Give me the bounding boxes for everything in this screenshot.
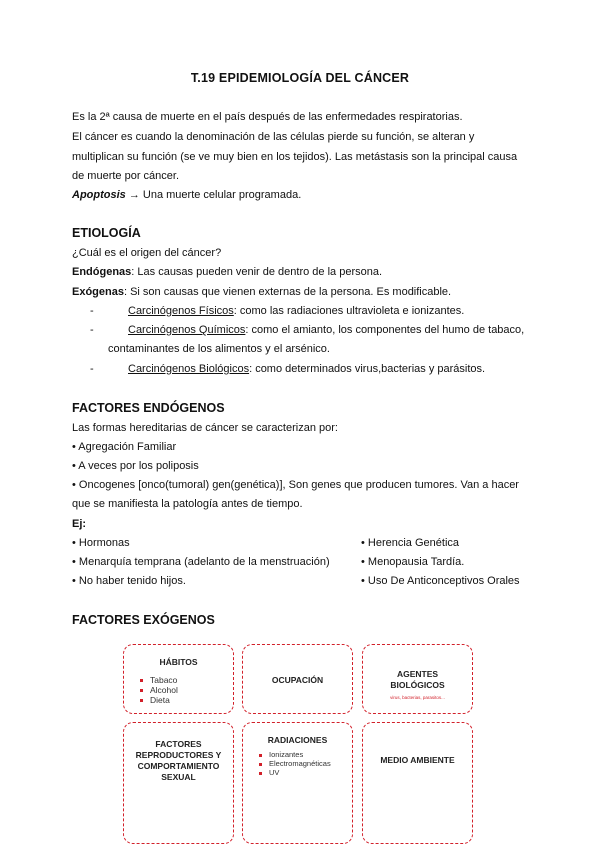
dash: - — [90, 363, 94, 375]
ocupacion-box — [242, 644, 353, 714]
dash: - — [90, 305, 94, 317]
apoptosis-term: Apoptosis — [72, 189, 126, 201]
exogenas-line — [72, 286, 451, 298]
example-right: • Herencia Genética — [361, 537, 460, 549]
endogenas-text: : Las causas pueden venir de dentro de la persona. — [131, 266, 383, 278]
ocupacion-title: OCUPACIÓN — [271, 675, 324, 685]
intro-line: multiplican su función (se ve muy bien en los tejidos). Las metástasis son la principal causa — [72, 151, 518, 163]
dash: - — [90, 324, 94, 336]
agentes-title-1: AGENTES — [396, 669, 439, 679]
intro-line: El cáncer es cuando la denominación de las células pierde su función, se alteran y — [72, 131, 475, 143]
endogenos-bullet: • Oncogenes [onco(tumoral) gen(genética)], Son genes que producen tumores. Van a hacer — [72, 479, 519, 491]
example-left: • Hormonas — [72, 537, 130, 549]
factores-box — [123, 722, 234, 844]
carcinogen-term: Carcinógenos Biológicos — [128, 363, 250, 375]
endogenos-bullet: • Agregación Familiar — [72, 441, 177, 453]
carcinogen-text: : como determinados virus,bacterias y parásitos. — [249, 363, 486, 375]
habitos-list — [140, 675, 178, 705]
radiaciones-list — [259, 750, 331, 777]
apoptosis-definition: → Una muerte celular programada. — [125, 189, 302, 201]
endogenos-intro: Las formas hereditarias de cáncer se caracterizan por: — [72, 422, 338, 434]
intro-line: de muerte por cáncer. — [72, 170, 180, 182]
example-left: • Menarquía temprana (adelanto de la menstruación) — [72, 556, 330, 568]
radiaciones-item: Electromagnéticas — [259, 759, 331, 768]
endogenas-label: Endógenas — [72, 266, 132, 278]
habitos-item: Dieta — [140, 695, 178, 705]
example-right: • Menopausia Tardía. — [361, 556, 465, 568]
carcinogen-item — [90, 324, 524, 336]
endogenos-heading: FACTORES ENDÓGENOS — [72, 401, 225, 415]
carcinogen-cont: contaminantes de los alimentos y el arsénico. — [108, 343, 330, 355]
exogenas-text: : Si son causas que vienen externas de la persona. Es modificable. — [123, 286, 452, 298]
exogenas-label: Exógenas — [72, 286, 124, 298]
factores-title-2: REPRODUCTORES Y — [135, 750, 222, 760]
endogenos-bullet: • A veces por los poliposis — [72, 460, 199, 472]
factores-title-4: SEXUAL — [161, 772, 196, 782]
habitos-item: Alcohol — [140, 685, 178, 695]
habitos-box — [123, 644, 234, 714]
carcinogen-text: : como las radiaciones ultravioleta e ionizantes. — [233, 305, 465, 317]
radiaciones-box — [242, 722, 353, 844]
habitos-title: HÁBITOS — [159, 657, 198, 667]
medio-box — [362, 722, 473, 844]
example-right: • Uso De Anticonceptivos Orales — [361, 575, 520, 587]
page-title: T.19 EPIDEMIOLOGÍA DEL CÁNCER — [190, 71, 410, 85]
carcinogen-text: : como el amianto, los componentes del humo de tabaco, — [245, 324, 525, 336]
agentes-box — [362, 644, 473, 714]
habitos-item: Tabaco — [140, 675, 178, 685]
exogenos-diagram — [120, 642, 475, 846]
example-left: • No haber tenido hijos. — [72, 575, 186, 587]
radiaciones-item: Ionizantes — [259, 750, 331, 759]
carcinogen-item — [90, 363, 485, 375]
medio-title: MEDIO AMBIENTE — [380, 755, 455, 765]
agentes-title-2: BIOLÓGICOS — [390, 680, 445, 690]
etiologia-question: ¿Cuál es el origen del cáncer? — [72, 247, 222, 259]
endogenas-line — [72, 266, 382, 278]
carcinogen-term: Carcinógenos Químicos — [128, 324, 246, 336]
endogenos-bullet-cont: que se manifiesta la patología antes de tiempo. — [72, 498, 303, 510]
exogenos-heading: FACTORES EXÓGENOS — [72, 613, 215, 627]
carcinogen-term: Carcinógenos Físicos — [128, 305, 234, 317]
etiologia-heading: ETIOLOGÍA — [72, 226, 141, 240]
intro-line: Es la 2ª causa de muerte en el país después de las enfermedades respiratorias. — [72, 111, 463, 123]
agentes-subtitle: virus, bacterias, parasitos... — [390, 695, 445, 700]
factores-title-3: COMPORTAMIENTO — [137, 761, 220, 771]
radiaciones-title: RADIACIONES — [267, 735, 328, 745]
apoptosis-line — [72, 189, 301, 201]
ej-label: Ej: — [72, 518, 87, 530]
factores-title-1: FACTORES — [155, 739, 202, 749]
carcinogen-item — [90, 305, 464, 317]
radiaciones-item: UV — [259, 768, 331, 777]
